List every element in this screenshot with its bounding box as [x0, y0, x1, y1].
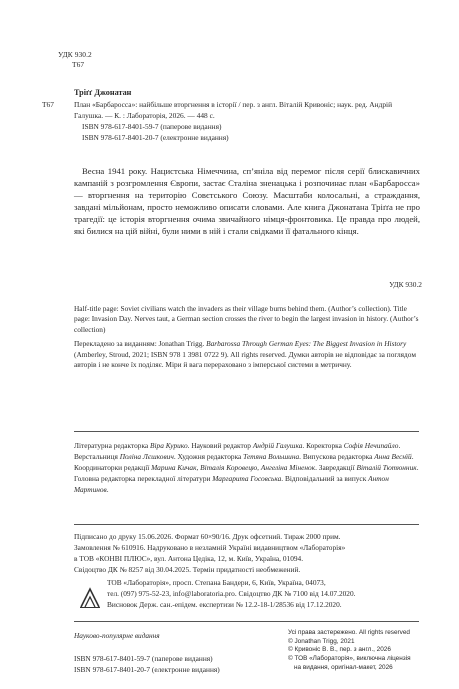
print-line: Свідоцтво ДК № 8257 від 30.04.2025. Термін придатності необмежений. — [74, 564, 301, 574]
staff-role: . Відповідальний за випуск — [281, 474, 367, 484]
staff-role: . Координаторки редакції — [74, 452, 414, 473]
copyright-line: на видання, оригінал-макет, 2026 — [294, 663, 393, 671]
copyright-block — [288, 629, 428, 673]
divider-middle — [74, 524, 419, 525]
catalog-record — [74, 100, 422, 144]
staff-name: Андрій Галушка — [252, 441, 303, 450]
print-line: в ТОВ «КОНВІ ПЛЮС», вул. Антона Цедіка, 12, м. Київ, Україна, 01094. — [74, 553, 304, 563]
annotation-text: Весна 1941 року. Нацистська Німеччина, сп’яніла від перемог після серії блискавичних кампаній з розгромлення Європи, застає Сталіна зненацька і розпочинає план «Барбаросса» — вторгнення на територію Совєтського Союзу. Масштаби колосальні, а страждання, завдані мільйонам, просто неможливо описати словами. Але книга Джонатана Тріґґа не про трагедії: це історія вторгнення очима звичайного німця-фронтовика. Це правда про людей, які билися на цій війні, були ними в ній і стали свідками її фатального кінця. — [74, 166, 420, 236]
catalog-isbn-electronic: ISBN 978-617-8401-20-7 (електронне видання) — [82, 132, 229, 142]
udk-block-top — [58, 50, 92, 71]
print-details — [74, 532, 420, 576]
staff-credits — [74, 440, 420, 495]
translation-prefix: Перекладено за виданням: Jonathan Trigg. — [74, 339, 207, 349]
staff-name: Віталій Тютюнник — [356, 463, 417, 473]
author-heading: Тріґґ Джонатан — [74, 88, 132, 97]
staff-name: Поліна Лєшкович — [119, 452, 174, 462]
staff-name: Антон Мартинов — [74, 474, 389, 495]
staff-name: Маргарита Госовська — [212, 474, 282, 484]
staff-role: . Верстальниця — [74, 441, 401, 462]
publisher-line: тел. (097) 975-52-23, info@laboratoria.pro. Свідоцтво ДК № 7100 від 14.07.2020. — [107, 588, 356, 598]
publisher-info — [107, 578, 417, 611]
staff-role: . Випускова редакторка — [299, 452, 373, 462]
rights-line: Усі права застережено. All rights reserved — [288, 629, 410, 636]
isbn-paper: ISBN 978-617-8401-59-7 (паперове видання) — [74, 654, 213, 663]
staff-name: Тетяна Вольшина — [243, 452, 300, 462]
genre-label: Науково-популярне видання — [74, 631, 160, 640]
publisher-line: ТОВ «Лабораторія», просп. Степана Бандери, 6, Київ, Україна, 04073, — [107, 578, 326, 587]
credits-block — [74, 304, 420, 375]
udk-code: УДК 930.2 — [58, 50, 92, 59]
copyright-line: © ТОВ «Лабораторія», виключна ліцензія — [288, 655, 411, 663]
isbn-block — [74, 654, 220, 675]
publisher-line: Висновок Держ. сан.-епідем. експертизи № 12.2-18-1/28536 від 17.12.2020. — [107, 599, 342, 609]
copyright-line: © Jonathan Trigg, 2021 — [288, 637, 355, 645]
staff-name: Анна Веснїй — [374, 452, 412, 462]
author-mark-left: Т67 — [42, 100, 54, 109]
print-line: Підписано до друку 15.06.2026. Формат 60×90/16. Друк офсетний. Тираж 2000 прим. — [74, 532, 341, 541]
staff-name: Софія Нечипайло — [343, 441, 399, 450]
staff-role: . Художня редакторка — [173, 452, 242, 462]
catalog-description: План «Барбаросса»: найбільше вторгнення в історії / пер. з англ. Віталій Кривоніс; наук. ред. Андрій Галушка. — К. : Лабораторія, 2026. — 448 с. — [74, 100, 393, 120]
staff-role: Літературна редакторка — [74, 441, 149, 450]
staff-role: . Науковий редактор — [187, 441, 251, 450]
divider-top — [74, 431, 419, 432]
staff-name: Віра Курико — [150, 441, 188, 450]
isbn-electronic: ISBN 978-617-8401-20-7 (електронне видання) — [74, 664, 220, 674]
udk-bottom: УДК 930.2 — [389, 280, 422, 289]
divider-bottom — [74, 621, 419, 622]
original-title: Barbarossa Through German Eyes: The Biggest Invasion in History — [206, 339, 407, 349]
staff-name: Марина Кичак, Віталія Коровецю, Ангеліна Міненок — [151, 463, 316, 473]
image-credits: Half-title page: Soviet civilians watch the invaders as their village burns behind them. (Author’s collection). Title page: Invasion Day. Nerves taut, a German section crosses the river to begin the largest invasion in history. (Author’s collection) — [74, 304, 419, 334]
print-line: Замовлення № 610916. Надруковано в незламній Україні видавництвом «Лабораторія» — [74, 542, 346, 552]
staff-role: . Коректорка — [302, 441, 342, 450]
author-mark: Т67 — [72, 60, 85, 70]
translation-suffix: (Amberley, Stroud, 2021; ISBN 978 1 3981 0722 9). All rights reserved. Думки авторів не відповідає за поглядом авторів і не конче їх поділяє. Міри й вага перераховано з імперської системи в метричну. — [74, 349, 416, 369]
staff-role: . Головна редакторка перекладної літератури — [74, 463, 419, 484]
catalog-isbn-paper: ISBN 978-617-8401-59-7 (паперове видання) — [82, 121, 222, 131]
staff-role: . — [106, 485, 109, 495]
copyright-line: © Кривоніс В. В., пер. з англ., 2026 — [288, 646, 391, 654]
publisher-logo-icon — [79, 587, 101, 609]
translation-note — [74, 339, 420, 370]
staff-role: . Завредакції — [315, 463, 355, 473]
